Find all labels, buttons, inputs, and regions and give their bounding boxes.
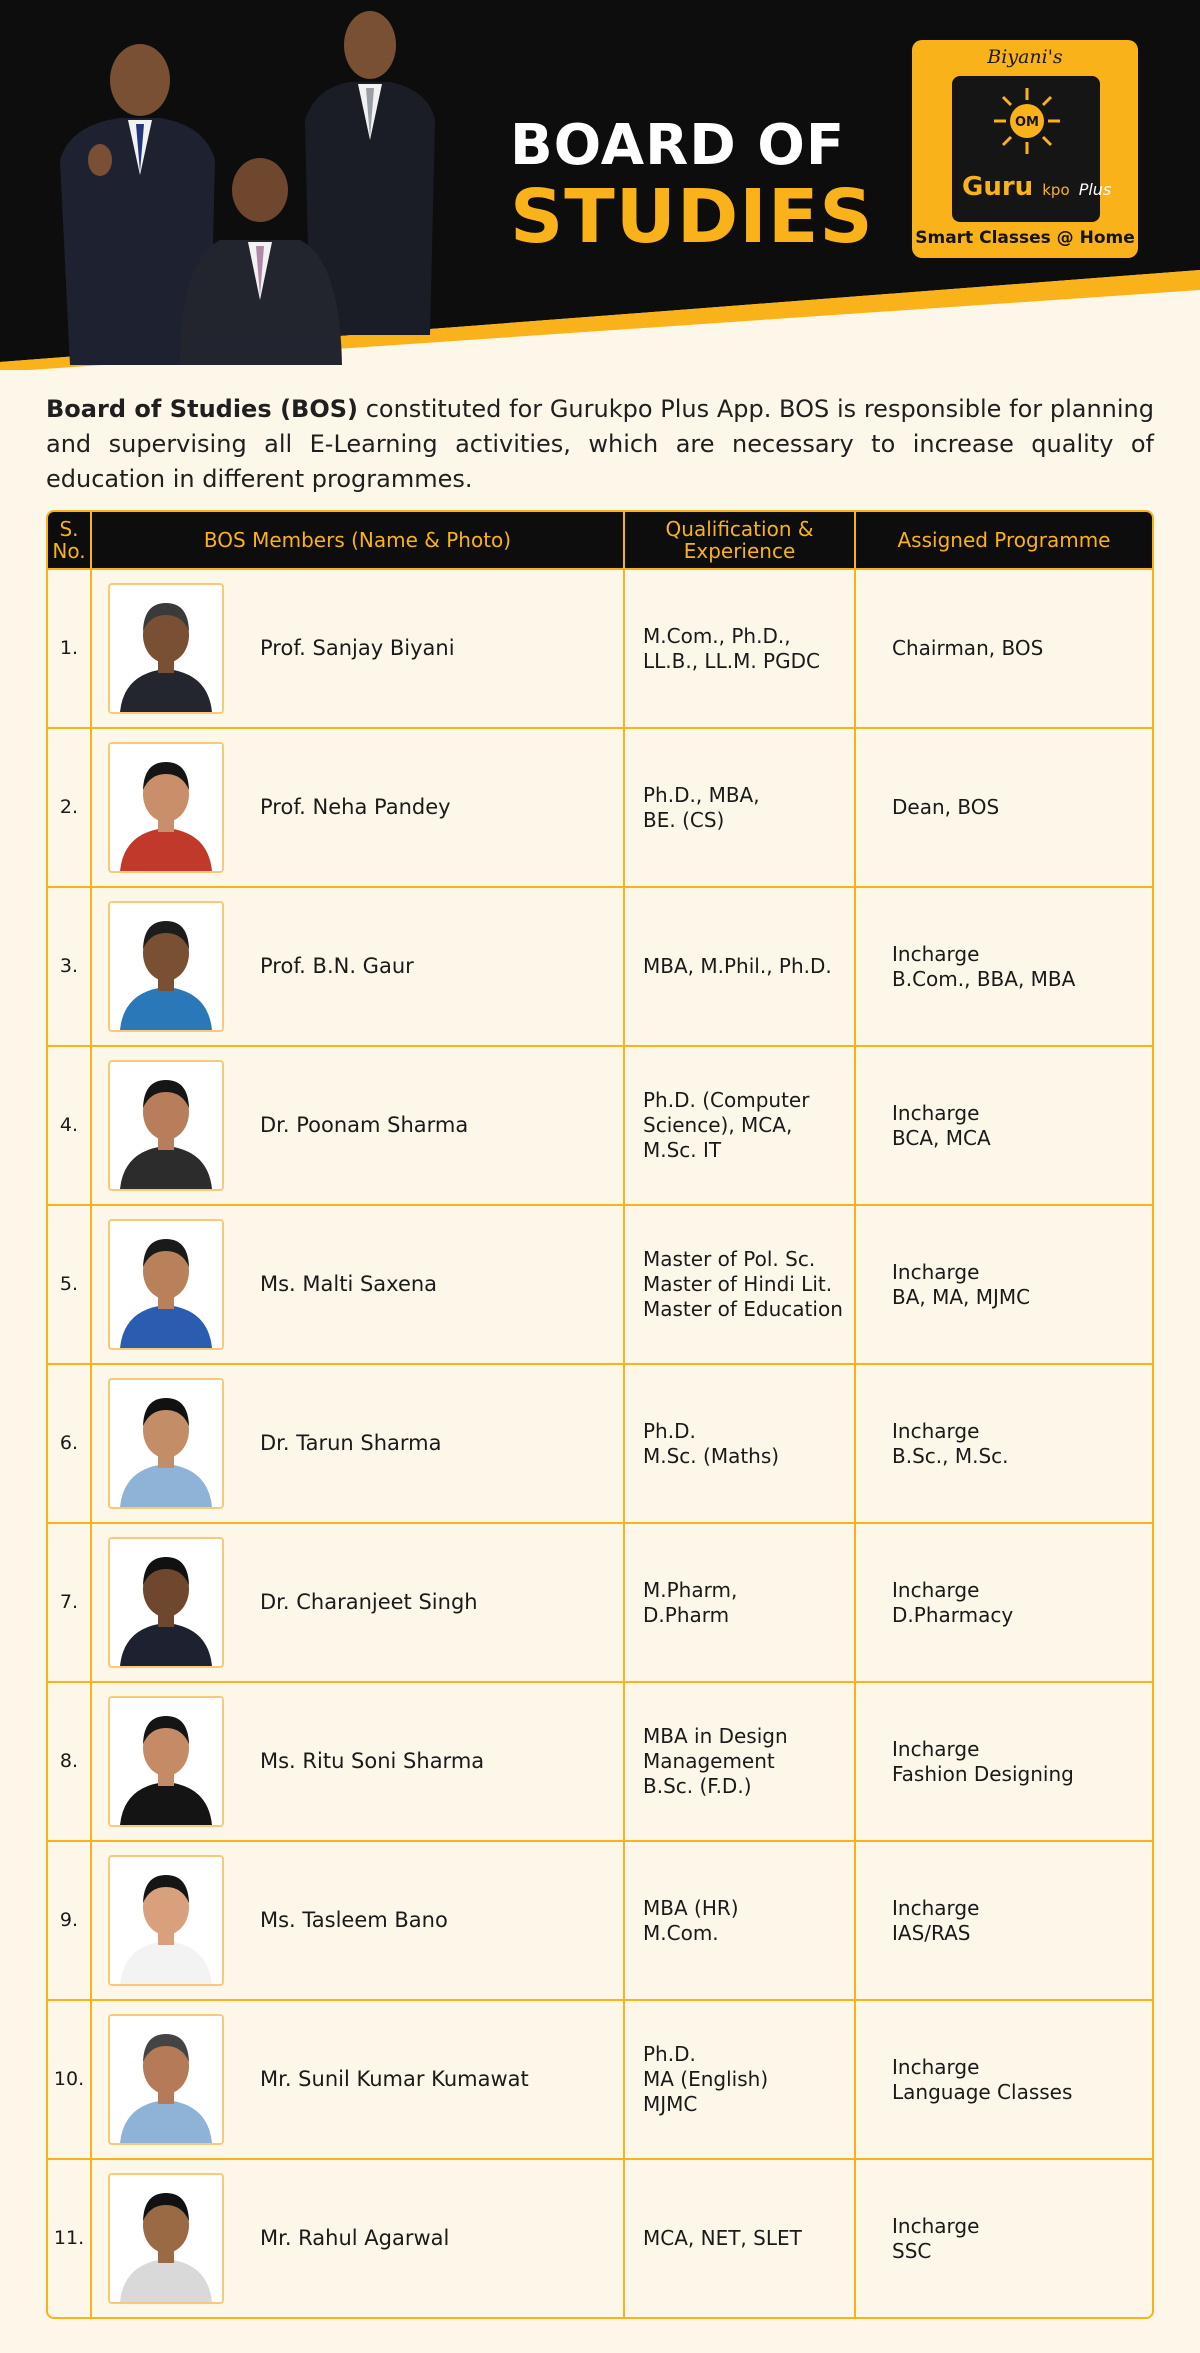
cell-programme (856, 1842, 1152, 1999)
member-name: Prof. Sanjay Biyani (260, 636, 455, 660)
page-title (510, 113, 874, 260)
cell-sno: 9. (48, 1842, 92, 1999)
cell-member (92, 570, 625, 727)
programme-text: Chairman, BOS (892, 636, 1044, 660)
table-row (48, 886, 1152, 1045)
cell-qualification (625, 1683, 856, 1840)
cell-sno: 3. (48, 888, 92, 1045)
portrait-icon (110, 1221, 222, 1348)
table-row (48, 727, 1152, 886)
cell-programme (856, 888, 1152, 1045)
member-name: Ms. Tasleem Bano (260, 1908, 448, 1932)
table-row (48, 2158, 1152, 2317)
cell-qualification (625, 1206, 856, 1363)
portrait-icon (110, 2175, 222, 2302)
brand-logo (912, 40, 1138, 258)
qualification-text: MCA, NET, SLET (643, 2226, 802, 2250)
cell-programme (856, 1206, 1152, 1363)
programme-text: Incharge B.Com., BBA, MBA (892, 941, 1076, 991)
member-photo (108, 901, 224, 1032)
cell-qualification (625, 2001, 856, 2158)
portrait-icon (110, 744, 222, 871)
cell-sno: 6. (48, 1365, 92, 1522)
cell-member (92, 888, 625, 1045)
member-name: Mr. Sunil Kumar Kumawat (260, 2067, 529, 2091)
cell-qualification (625, 888, 856, 1045)
cell-programme (856, 1683, 1152, 1840)
cell-member (92, 1206, 625, 1363)
table-row (48, 1681, 1152, 1840)
member-photo (108, 1696, 224, 1827)
member-name: Dr. Charanjeet Singh (260, 1590, 478, 1614)
cell-sno: 8. (48, 1683, 92, 1840)
cell-qualification (625, 1047, 856, 1204)
member-name: Dr. Poonam Sharma (260, 1113, 469, 1137)
cell-sno: 10. (48, 2001, 92, 2158)
logo-wordmark (962, 172, 1112, 202)
header-programme: Assigned Programme (897, 528, 1111, 552)
logo-brand-text: Biyani's (987, 46, 1063, 68)
member-name: Dr. Tarun Sharma (260, 1431, 442, 1455)
intro-bold: Board of Studies (BOS) (46, 395, 358, 423)
member-name: Prof. Neha Pandey (260, 795, 451, 819)
portrait-icon (110, 2016, 222, 2143)
cell-qualification (625, 1524, 856, 1681)
cell-member (92, 729, 625, 886)
cell-sno: 5. (48, 1206, 92, 1363)
cell-member (92, 1365, 625, 1522)
logo-name-small: kpo (1042, 181, 1070, 199)
member-photo (108, 583, 224, 714)
programme-text: Incharge D.Pharmacy (892, 1577, 1014, 1627)
table-header (48, 512, 1152, 568)
header-qualification: Qualification & Experience (625, 512, 856, 568)
cell-qualification (625, 2160, 856, 2317)
table-row (48, 1204, 1152, 1363)
member-name: Prof. B.N. Gaur (260, 954, 414, 978)
qualification-text: MBA in Design Management B.Sc. (F.D.) (643, 1724, 788, 1798)
member-photo (108, 1855, 224, 1986)
cell-sno: 4. (48, 1047, 92, 1204)
cell-member (92, 1524, 625, 1681)
table-body (48, 568, 1152, 2317)
qualification-text: MBA, M.Phil., Ph.D. (643, 954, 832, 978)
cell-sno: 11. (48, 2160, 92, 2317)
programme-text: Incharge Language Classes (892, 2054, 1073, 2104)
cell-programme (856, 1524, 1152, 1681)
member-photo (108, 742, 224, 873)
title-line-2: STUDIES (510, 174, 874, 260)
cell-sno: 7. (48, 1524, 92, 1681)
header-banner (0, 0, 1200, 370)
qualification-text: M.Pharm, D.Pharm (643, 1577, 738, 1627)
cell-programme (856, 2160, 1152, 2317)
cell-sno: 2. (48, 729, 92, 886)
qualification-text: MBA (HR) M.Com. (643, 1895, 739, 1945)
cell-member (92, 1683, 625, 1840)
member-photo (108, 2173, 224, 2304)
programme-text: Dean, BOS (892, 795, 1000, 819)
member-photo (108, 1378, 224, 1509)
table-row (48, 1363, 1152, 1522)
qualification-text: Ph.D. MA (English) MJMC (643, 2042, 769, 2116)
cell-member (92, 2160, 625, 2317)
logo-emblem-text: OM (1015, 115, 1039, 130)
portrait-icon (110, 903, 222, 1030)
logo-name: Guru (962, 172, 1034, 202)
table-row (48, 1999, 1152, 2158)
programme-text: Incharge IAS/RAS (892, 1895, 980, 1945)
programme-text: Incharge Fashion Designing (892, 1736, 1074, 1786)
header-sno: S. No. (48, 512, 92, 568)
cell-member (92, 1842, 625, 1999)
member-photo (108, 1219, 224, 1350)
intro-text: constituted for Gurukpo Plus App. BOS is responsible for planning and supervising all E-Learning activities, which are necessary to increase quality of education in different programmes. (46, 395, 1154, 493)
cell-qualification (625, 1842, 856, 1999)
logo-emblem-box (952, 76, 1112, 222)
member-name: Ms. Malti Saxena (260, 1272, 438, 1296)
cell-programme (856, 1047, 1152, 1204)
cell-member (92, 1047, 625, 1204)
portrait-icon (110, 1539, 222, 1666)
qualification-text: Ph.D. M.Sc. (Maths) (643, 1418, 780, 1468)
intro-paragraph (46, 392, 1154, 497)
cell-qualification (625, 1365, 856, 1522)
member-name: Mr. Rahul Agarwal (260, 2226, 450, 2250)
member-name: Ms. Ritu Soni Sharma (260, 1749, 485, 1773)
portrait-icon (110, 1698, 222, 1825)
cell-qualification (625, 729, 856, 886)
logo-name-suffix: Plus (1078, 180, 1112, 199)
logo-tagline: Smart Classes @ Home (915, 228, 1135, 248)
members-table (46, 510, 1154, 2319)
portrait-icon (110, 1062, 222, 1189)
portrait-icon (110, 1380, 222, 1507)
cell-programme (856, 570, 1152, 727)
member-photo (108, 1060, 224, 1191)
member-photo (108, 1537, 224, 1668)
header-members: BOS Members (Name & Photo) (92, 512, 625, 568)
title-line-1: BOARD OF (510, 113, 846, 178)
table-row (48, 568, 1152, 727)
qualification-text: M.Com., Ph.D., LL.B., LL.M. PGDC (643, 623, 820, 673)
portrait-icon (110, 585, 222, 712)
sun-om-icon (992, 86, 1062, 156)
cell-sno: 1. (48, 570, 92, 727)
cell-member (92, 2001, 625, 2158)
programme-text: Incharge BA, MA, MJMC (892, 1259, 1031, 1309)
qualification-text: Ph.D., MBA, BE. (CS) (643, 782, 760, 832)
faculty-group-photo (30, 0, 470, 365)
cell-qualification (625, 570, 856, 727)
qualification-text: Master of Pol. Sc. Master of Hindi Lit. Master of Education (643, 1247, 843, 1321)
cell-programme (856, 1365, 1152, 1522)
portrait-icon (110, 1857, 222, 1984)
table-row (48, 1045, 1152, 1204)
programme-text: Incharge SSC (892, 2213, 980, 2263)
programme-text: Incharge B.Sc., M.Sc. (892, 1418, 1009, 1468)
cell-programme (856, 729, 1152, 886)
qualification-text: Ph.D. (Computer Science), MCA, M.Sc. IT (643, 1088, 810, 1162)
table-row (48, 1840, 1152, 1999)
programme-text: Incharge BCA, MCA (892, 1100, 991, 1150)
member-photo (108, 2014, 224, 2145)
table-row (48, 1522, 1152, 1681)
cell-programme (856, 2001, 1152, 2158)
